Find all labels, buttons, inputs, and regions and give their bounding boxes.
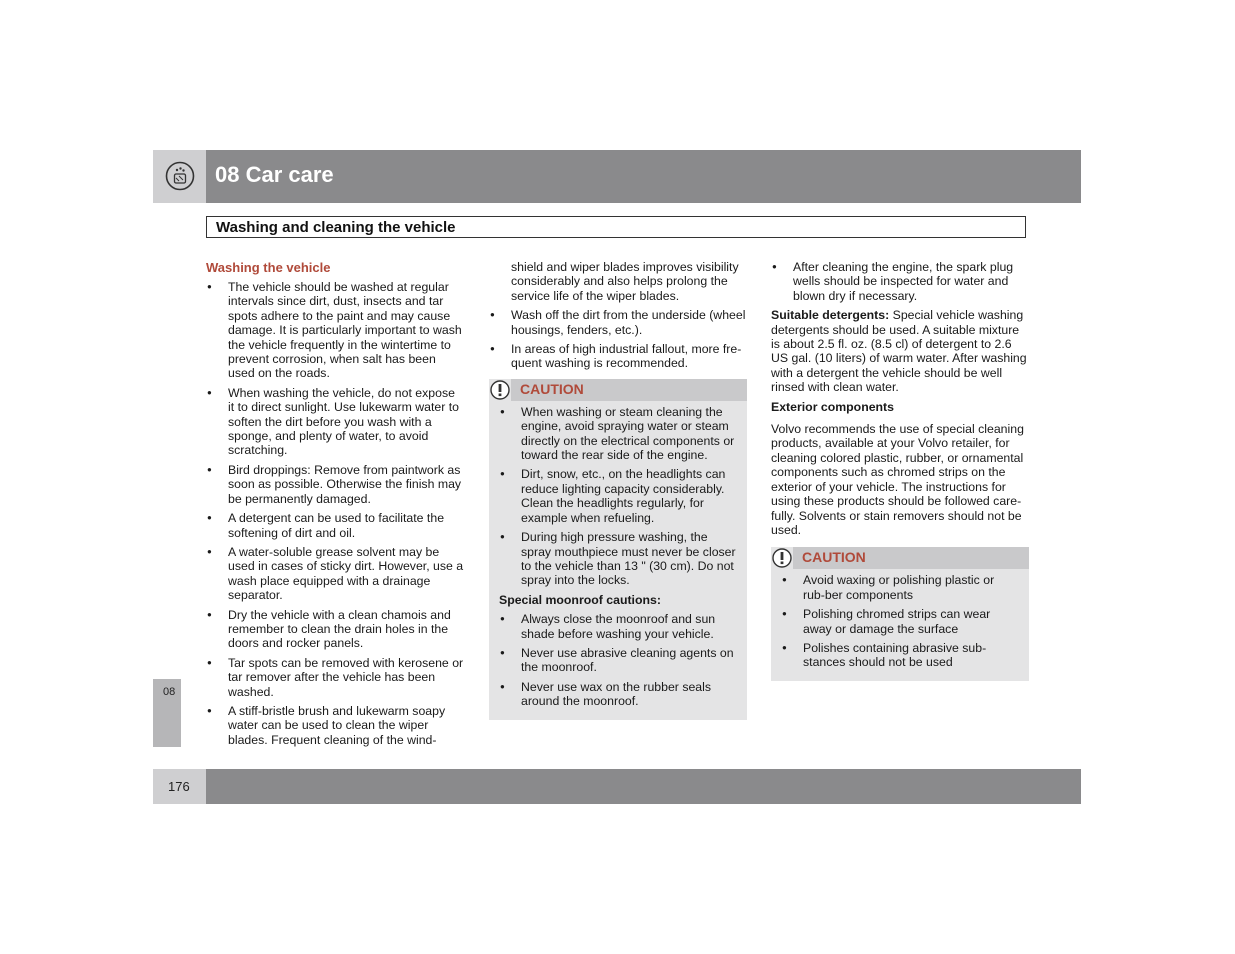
list-item: ● Wash off the dirt from the underside (wheel housings, fenders, etc.).: [489, 308, 747, 337]
list-item: ● When washing or steam cleaning the engine, avoid spraying water or steam directly on the electrical components or toward the rear side of the engine.: [499, 405, 737, 463]
list-item: ● Dry the vehicle with a clean chamois and remember to clean the drain holes in the doors and rocker panels.: [206, 608, 464, 651]
list-item: ● Tar spots can be removed with kerosene or tar remover after the vehicle has been washed.: [206, 656, 464, 699]
list-item: ● A water-soluble grease solvent may be used in cases of sticky dirt. However, use a wash place equipped with a drainage separator.: [206, 545, 464, 603]
bullet-list: [771, 260, 1029, 303]
page-number: 176: [168, 779, 190, 794]
moonroof-cautions-heading: Special moonroof cautions:: [499, 592, 661, 607]
list-item: ● Bird droppings: Remove from paintwork as soon as possible. Otherwise the finish may be permanently damaged.: [206, 463, 464, 506]
chapter-side-tab-label: 08: [163, 686, 176, 698]
list-item: ● Dirt, snow, etc., on the headlights can reduce lighting capacity considerably. Clean the headlights regularly, for example when refueling.: [499, 467, 737, 525]
bullet-list: [489, 308, 747, 371]
column-2: [489, 260, 747, 720]
detergents-paragraph: [771, 308, 1029, 394]
bullet-list: [206, 280, 464, 747]
footer-bar: [206, 769, 1081, 804]
exclamation-icon: [771, 547, 793, 569]
chapter-title: 08 Car care: [215, 162, 334, 187]
list-item-continuation: shield and wiper blades improves visibility considerably and also helps prolong the service life of the wiper blades.: [511, 260, 739, 303]
subsection-heading: Washing the vehicle: [206, 260, 331, 275]
caution-list: [489, 405, 747, 588]
list-item: ● A stiff-bristle brush and lukewarm soapy water can be used to clean the wiper blades. Frequent cleaning of the wind-: [206, 704, 464, 747]
caution-title: CAUTION: [520, 380, 584, 397]
exterior-components-heading: Exterior components: [771, 399, 894, 414]
detergents-label: Suitable detergents:: [771, 308, 890, 323]
caution-list: [771, 573, 1029, 669]
list-item: ● Never use abrasive cleaning agents on the moonroof.: [499, 646, 737, 675]
section-title: Washing and cleaning the vehicle: [216, 219, 456, 236]
list-item: ● Always close the moonroof and sun shade before washing your vehicle.: [499, 612, 737, 641]
column-3: [771, 260, 1029, 681]
list-item: ● Polishes containing abrasive sub-stances should not be used: [781, 641, 1019, 670]
caution-box: [489, 379, 747, 720]
caution-header: [771, 547, 1029, 569]
list-item: ● During high pressure washing, the spray mouthpiece must never be closer to the vehicle than 13 " (30 cm). Do not spray into the locks.: [499, 530, 737, 588]
list-item: ● A detergent can be used to facilitate the softening of dirt and oil.: [206, 511, 464, 540]
list-item: ● Avoid waxing or polishing plastic or rub-ber components: [781, 573, 1019, 602]
moonroof-caution-list: [489, 612, 747, 708]
caution-header: [489, 379, 747, 401]
list-item: ● When washing the vehicle, do not expose it to direct sunlight. Use lukewarm water to soften the dirt before you wash with a sponge, and plenty of water, to avoid scratching.: [206, 386, 464, 458]
list-item: ● Never use wax on the rubber seals around the moonroof.: [499, 680, 737, 709]
exclamation-icon: [489, 379, 511, 401]
detergents-text: Special vehicle washing detergents should be used. A suitable mixture is about 2.5 fl. oz. (8.5 cl) of detergent to 2.6 US gal. (10 liters) of warm water. After washing with a detergent the vehicle should be well rinsed with clean water.: [771, 308, 1027, 395]
list-item: ● After cleaning the engine, the spark plug wells should be inspected for water and blown dry if necessary.: [771, 260, 1029, 303]
caution-box: [771, 547, 1029, 680]
column-1: [206, 260, 464, 752]
car-wash-icon: [165, 161, 195, 191]
list-item: ● Polishing chromed strips can wear away or damage the surface: [781, 607, 1019, 636]
caution-title: CAUTION: [802, 549, 866, 566]
exterior-components-paragraph: Volvo recommends the use of special cleaning products, available at your Volvo retailer, for cleaning colored plastic, rubber, or ornamental components such as chromed strips on the exterior of your vehicle. The instructions for using these products should be followed care-fully. Solvents or stain removers should not be used.: [771, 422, 1024, 537]
list-item: ● The vehicle should be washed at regular intervals since dirt, dust, insects and tar spots adhere to the paint and may cause damage. It is particularly important to wash the vehicle frequently in the wintertime to prevent corrosion, when salt has been used on the roads.: [206, 280, 464, 381]
list-item: ● In areas of high industrial fallout, more fre-quent washing is recommended.: [489, 342, 747, 371]
